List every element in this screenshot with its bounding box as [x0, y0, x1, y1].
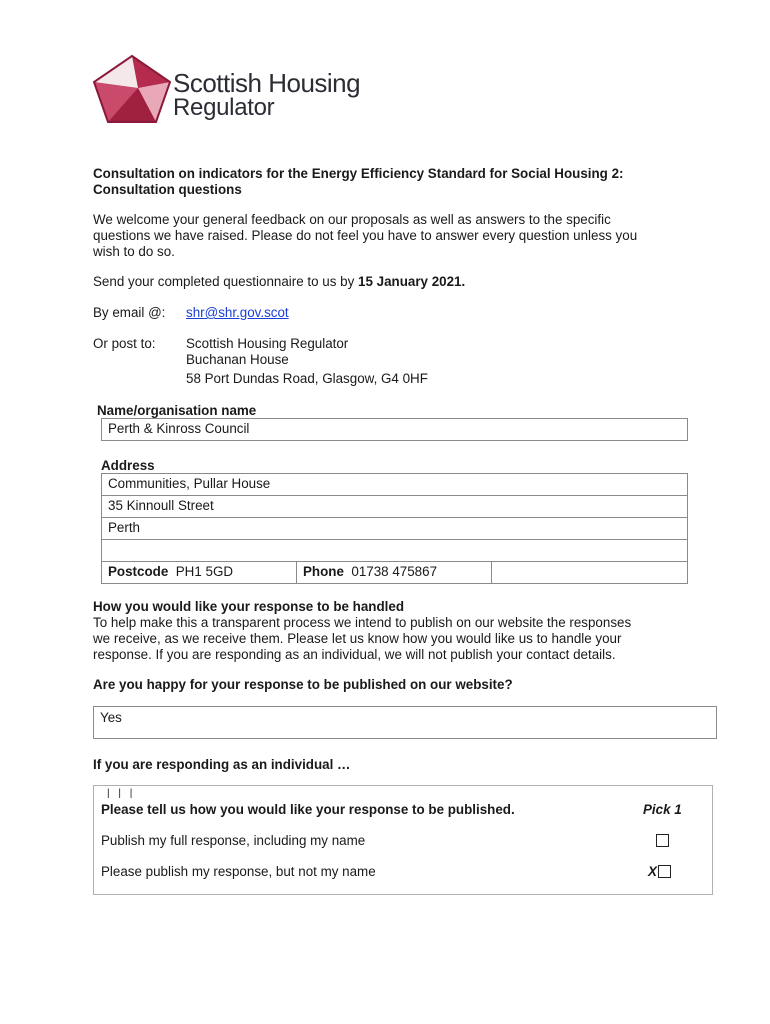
checkbox-marked-icon[interactable]	[658, 865, 671, 878]
email-label: By email @:	[93, 305, 166, 320]
shr-pentagon-logo-icon	[92, 54, 172, 124]
address-line-1-value: Communities, Pullar House	[108, 476, 271, 491]
document-title-line2: Consultation questions	[93, 182, 242, 197]
name-field[interactable]	[101, 418, 688, 441]
postcode-field[interactable]	[101, 561, 297, 584]
table-heading: Please tell us how you would like your response to be published.	[101, 802, 515, 817]
phone-field[interactable]	[296, 561, 492, 584]
option-anonymous-label: Please publish my response, but not my name	[101, 864, 376, 879]
pick-one-label: Pick 1	[643, 802, 682, 817]
intro-line3: wish to do so.	[93, 244, 175, 259]
option-full-response-label: Publish my full response, including my name	[101, 833, 366, 848]
postal-address-line3: 58 Port Dundas Road, Glasgow, G4 0HF	[186, 371, 428, 386]
deadline-prefix: Send your completed questionnaire to us by	[93, 274, 359, 289]
address-line-2-value: 35 Kinnoull Street	[108, 498, 214, 513]
option-anonymous-choice[interactable]	[647, 864, 677, 880]
address-line-3-field[interactable]	[101, 517, 688, 540]
handling-heading: How you would like your response to be handled	[93, 599, 404, 614]
address-line-3-value: Perth	[108, 520, 141, 535]
checkbox-unchecked-icon[interactable]	[656, 834, 669, 847]
name-label: Name/organisation name	[97, 403, 257, 418]
publish-question: Are you happy for your response to be published on our website?	[93, 677, 513, 692]
publish-answer-field[interactable]	[93, 706, 717, 739]
phone-value: 01738 475867	[351, 564, 438, 579]
postcode-value: PH1 5GD	[175, 564, 234, 579]
deadline-text	[93, 274, 465, 289]
phone-label: Phone	[303, 564, 344, 579]
intro-line1: We welcome your general feedback on our proposals as well as answers to the specific	[93, 212, 611, 227]
post-label: Or post to:	[93, 336, 156, 351]
document-title-line1: Consultation on indicators for the Energy Efficiency Standard for Social Housing 2:	[93, 166, 624, 181]
handling-line1: To help make this a transparent process we intend to publish on our website the responses	[93, 615, 632, 630]
handling-line3: response. If you are responding as an individual, we will not publish your contact details.	[93, 647, 616, 662]
logo-text-line2: Regulator	[173, 94, 275, 121]
publish-preference-table	[93, 785, 713, 895]
intro-line2: questions we have raised. Please do not feel you have to answer every question unless you	[93, 228, 638, 243]
name-field-value: Perth & Kinross Council	[108, 421, 250, 436]
postal-address-line1: Scottish Housing Regulator	[186, 336, 349, 351]
logo-text-line1: Scottish Housing	[173, 68, 361, 98]
column-ticks: | | |	[107, 788, 136, 799]
deadline-date: 15 January 2021.	[358, 274, 466, 289]
empty-field[interactable]	[491, 561, 688, 584]
email-link[interactable]: shr@shr.gov.scot	[186, 305, 289, 320]
address-line-1-field[interactable]	[101, 473, 688, 496]
postcode-label: Postcode	[108, 564, 169, 579]
address-line-2-field[interactable]	[101, 495, 688, 518]
address-label: Address	[101, 458, 155, 473]
publish-answer-value: Yes	[100, 710, 122, 725]
address-line-4-field[interactable]	[101, 539, 688, 562]
postal-address-line2: Buchanan House	[186, 352, 289, 367]
handling-line2: we receive, as we receive them. Please let us know how you would like us to handle your	[93, 631, 622, 646]
individual-heading: If you are responding as an individual …	[93, 757, 351, 772]
option-anonymous-mark: X	[648, 864, 657, 879]
